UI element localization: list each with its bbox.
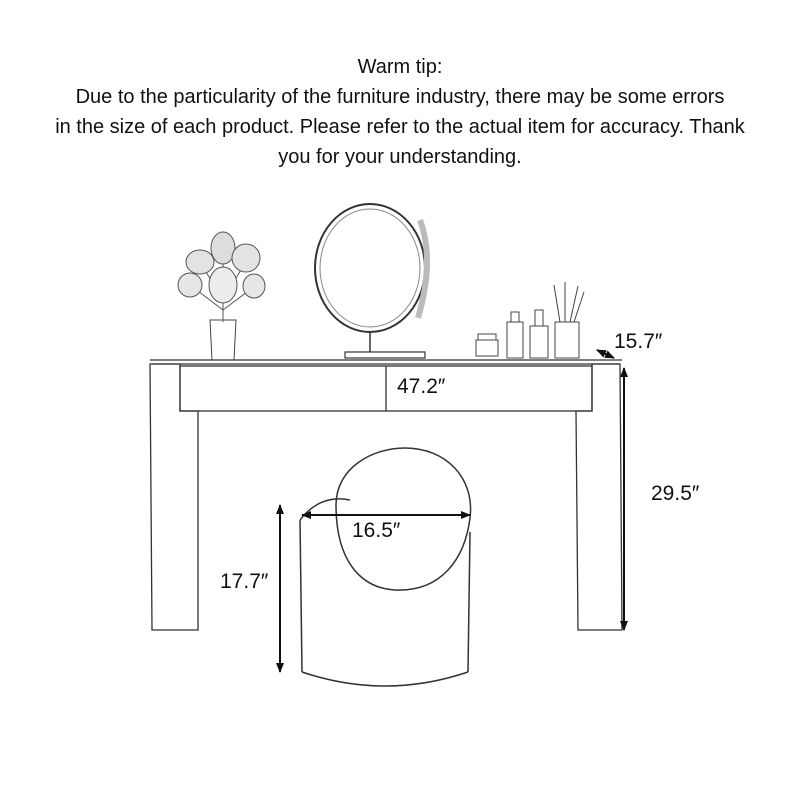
stool-illustration xyxy=(300,448,471,686)
warm-tip-heading: Warm tip: xyxy=(357,56,443,78)
dimension-lines xyxy=(280,350,624,672)
warm-tip-line-1: Due to the particularity of the furniture industry, there may be some errors xyxy=(75,86,725,108)
cosmetics-illustration xyxy=(476,282,584,358)
stool-width-label: 16.5″ xyxy=(352,519,401,542)
table-depth-label: 15.7″ xyxy=(614,330,663,353)
warm-tip-line-3: you for your understanding. xyxy=(278,146,522,168)
warm-tip-line-2: in the size of each product. Please refer to the actual item for accuracy. Thank xyxy=(55,116,745,138)
stool-height-label: 17.7″ xyxy=(220,570,269,593)
table-height-label: 29.5″ xyxy=(651,482,700,505)
table-width-label: 47.2″ xyxy=(397,375,446,398)
plant-vase-illustration xyxy=(178,232,265,360)
mirror-illustration xyxy=(315,204,427,358)
depth-arrow xyxy=(597,350,614,358)
